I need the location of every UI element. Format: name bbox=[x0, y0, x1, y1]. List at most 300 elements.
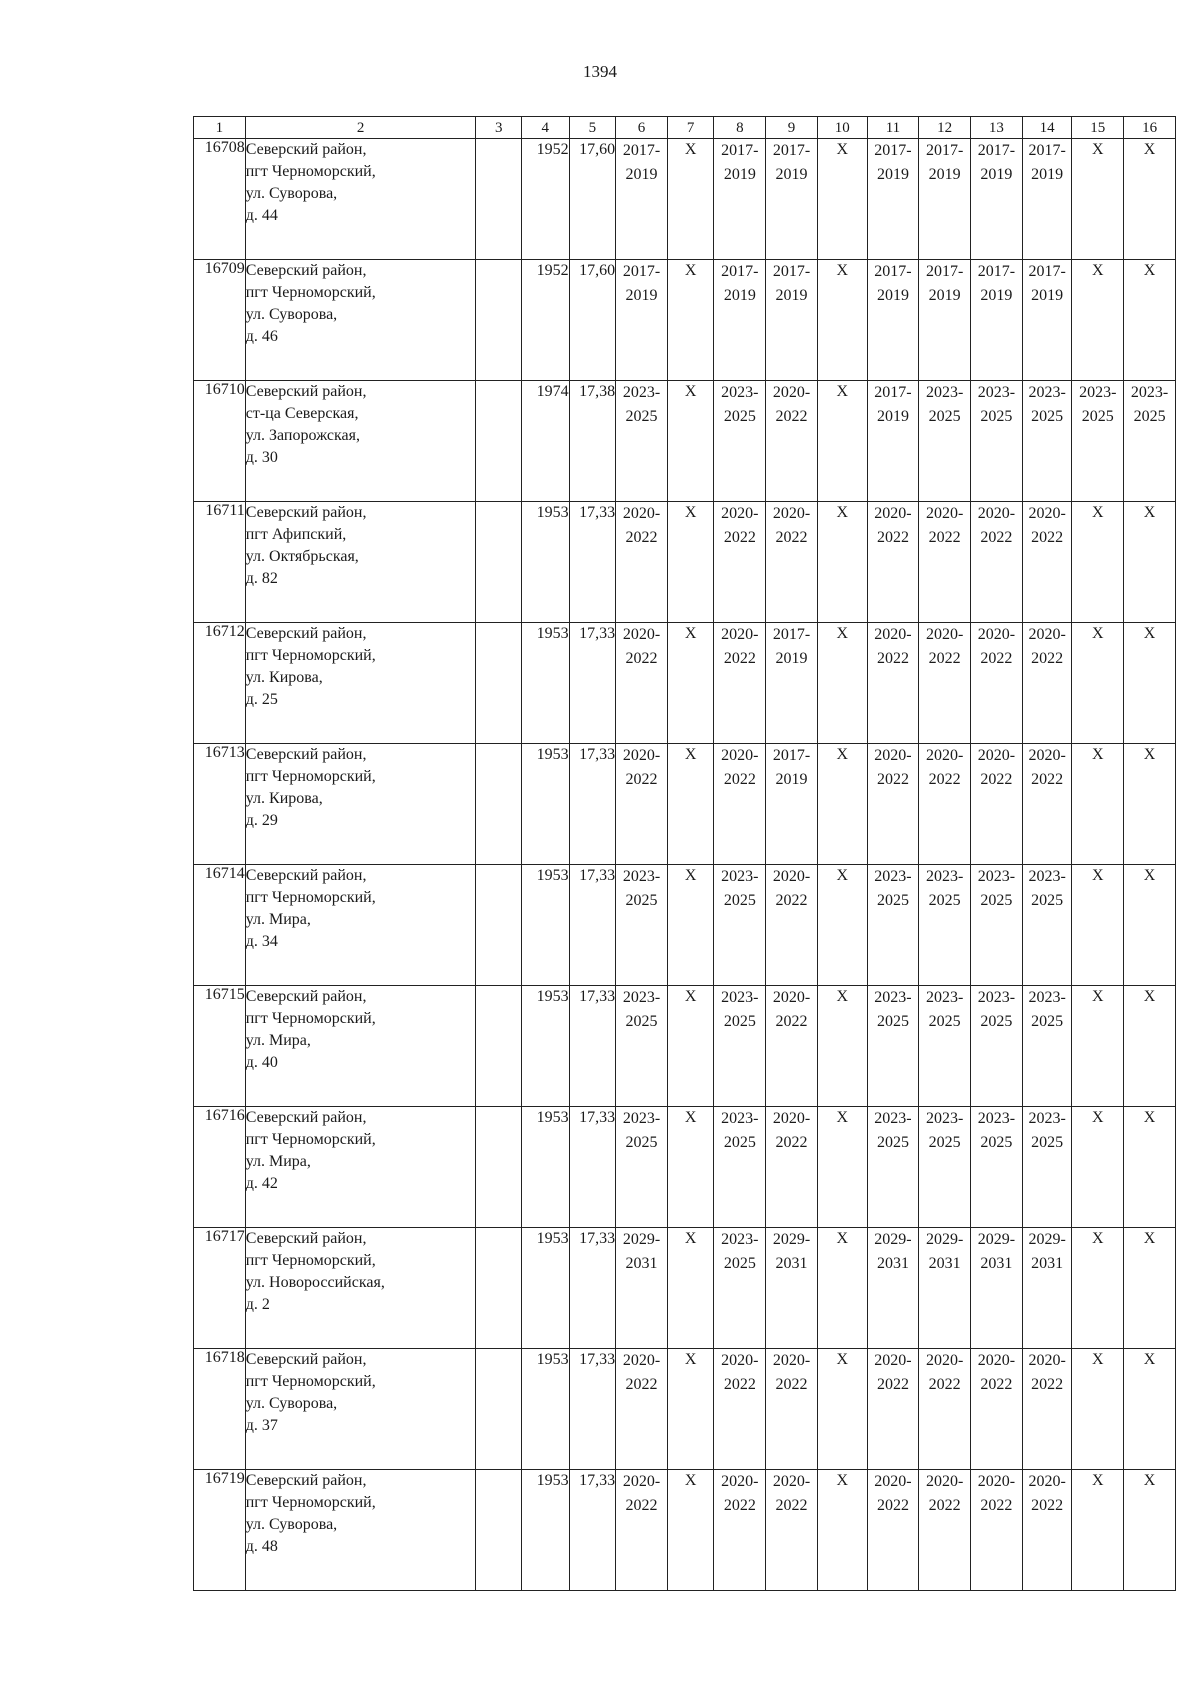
column-6-cell bbox=[616, 260, 668, 381]
address-line: ул. Суворова, bbox=[245, 185, 338, 202]
period-end: 2022 bbox=[775, 892, 808, 909]
column-header-10: 10 bbox=[817, 117, 867, 139]
value-cell: 17,33 bbox=[569, 1107, 616, 1228]
address-line: Северский район, bbox=[245, 867, 367, 884]
column-6-cell bbox=[616, 623, 668, 744]
column-10-cell: X bbox=[817, 1228, 867, 1349]
column-8-cell bbox=[714, 1228, 766, 1349]
period-end: 2019 bbox=[625, 166, 658, 183]
address-line: Северский район, bbox=[245, 988, 367, 1005]
column-12-cell bbox=[919, 986, 971, 1107]
column-3-cell bbox=[476, 623, 522, 744]
period-end: 2022 bbox=[876, 771, 909, 788]
period-start: 2020- bbox=[622, 626, 661, 643]
period-start: 2023- bbox=[926, 868, 964, 885]
year-cell: 1953 bbox=[522, 1228, 570, 1349]
year-cell: 1953 bbox=[522, 1349, 570, 1470]
column-14-cell bbox=[1022, 744, 1072, 865]
period-end: 2022 bbox=[723, 1497, 756, 1514]
period-end: 2025 bbox=[928, 1134, 961, 1151]
address-cell bbox=[245, 623, 476, 744]
address-cell bbox=[245, 260, 476, 381]
period-end: 2022 bbox=[625, 650, 658, 667]
period-end: 2025 bbox=[1133, 408, 1166, 425]
column-7-cell: X bbox=[667, 1107, 714, 1228]
period-end: 2022 bbox=[876, 529, 909, 546]
year-cell: 1953 bbox=[522, 744, 570, 865]
period-start: 2017- bbox=[772, 142, 811, 159]
period-start: 2029- bbox=[977, 1231, 1016, 1248]
period-end: 2025 bbox=[723, 1255, 756, 1272]
column-7-cell: X bbox=[667, 1228, 714, 1349]
period-start: 2023- bbox=[977, 1110, 1016, 1127]
value-cell: 17,33 bbox=[569, 502, 616, 623]
period-start: 2023- bbox=[622, 384, 661, 401]
value-cell: 17,60 bbox=[569, 260, 616, 381]
address-line: д. 44 bbox=[245, 207, 278, 224]
address-line: Северский район, bbox=[245, 1230, 367, 1247]
column-10-cell: X bbox=[817, 744, 867, 865]
column-header-13: 13 bbox=[971, 117, 1023, 139]
column-14-cell bbox=[1022, 623, 1072, 744]
row-number: 16709 bbox=[194, 260, 246, 381]
column-11-cell bbox=[867, 623, 919, 744]
column-16-cell: X bbox=[1124, 260, 1176, 381]
period-end: 2025 bbox=[625, 892, 658, 909]
column-header-8: 8 bbox=[714, 117, 766, 139]
year-cell: 1952 bbox=[522, 260, 570, 381]
period-start: 2020- bbox=[622, 505, 661, 522]
period-start: 2017- bbox=[1028, 142, 1066, 159]
period-end: 2022 bbox=[1031, 650, 1064, 667]
period-start: 2023- bbox=[874, 1110, 912, 1127]
address-line: пгт Черноморский, bbox=[245, 1010, 376, 1027]
period-start: 2023- bbox=[622, 1110, 661, 1127]
column-15-cell: X bbox=[1072, 986, 1124, 1107]
address-line: Северский район, bbox=[245, 746, 367, 763]
period-end: 2025 bbox=[1031, 1013, 1064, 1030]
period-start: 2017- bbox=[874, 384, 912, 401]
column-10-cell: X bbox=[817, 865, 867, 986]
column-15-cell: X bbox=[1072, 623, 1124, 744]
period-start: 2020- bbox=[1028, 1473, 1066, 1490]
period-start: 2017- bbox=[874, 142, 912, 159]
table-row bbox=[194, 623, 1176, 744]
column-6-cell bbox=[616, 986, 668, 1107]
column-14-cell bbox=[1022, 502, 1072, 623]
column-7-cell: X bbox=[667, 502, 714, 623]
row-number: 16719 bbox=[194, 1470, 246, 1591]
column-14-cell bbox=[1022, 1349, 1072, 1470]
table-row bbox=[194, 1349, 1176, 1470]
column-10-cell: X bbox=[817, 986, 867, 1107]
address-line: ул. Мира, bbox=[245, 1032, 311, 1049]
column-12-cell bbox=[919, 502, 971, 623]
column-3-cell bbox=[476, 260, 522, 381]
column-9-cell bbox=[766, 1228, 818, 1349]
period-end: 2025 bbox=[928, 892, 961, 909]
period-end: 2022 bbox=[775, 1134, 808, 1151]
period-end: 2025 bbox=[980, 408, 1013, 425]
column-16-cell: X bbox=[1124, 1228, 1176, 1349]
value-cell: 17,38 bbox=[569, 381, 616, 502]
column-7-cell: X bbox=[667, 1470, 714, 1591]
column-9-cell bbox=[766, 865, 818, 986]
column-12-cell bbox=[919, 744, 971, 865]
column-12-cell bbox=[919, 623, 971, 744]
column-10-cell: X bbox=[817, 381, 867, 502]
period-start: 2020- bbox=[772, 868, 811, 885]
column-9-cell bbox=[766, 986, 818, 1107]
period-end: 2022 bbox=[723, 1376, 756, 1393]
column-header-3: 3 bbox=[476, 117, 522, 139]
table-row bbox=[194, 1228, 1176, 1349]
column-header-16: 16 bbox=[1124, 117, 1176, 139]
period-start: 2029- bbox=[1028, 1231, 1066, 1248]
column-14-cell bbox=[1022, 139, 1072, 260]
address-line: Северский район, bbox=[245, 1351, 367, 1368]
column-15-cell: X bbox=[1072, 1107, 1124, 1228]
column-8-cell bbox=[714, 1349, 766, 1470]
period-start: 2017- bbox=[926, 263, 964, 280]
period-start: 2020- bbox=[772, 1110, 811, 1127]
column-8-cell bbox=[714, 865, 766, 986]
column-14-cell bbox=[1022, 260, 1072, 381]
column-6-cell bbox=[616, 1107, 668, 1228]
period-start: 2020- bbox=[721, 747, 759, 764]
period-start: 2017- bbox=[622, 142, 661, 159]
column-14-cell bbox=[1022, 986, 1072, 1107]
period-start: 2029- bbox=[622, 1231, 661, 1248]
period-end: 2022 bbox=[1031, 529, 1064, 546]
row-number: 16712 bbox=[194, 623, 246, 744]
period-end: 2019 bbox=[625, 287, 658, 304]
period-start: 2020- bbox=[772, 989, 811, 1006]
table-row bbox=[194, 260, 1176, 381]
period-end: 2022 bbox=[1031, 1497, 1064, 1514]
period-start: 2020- bbox=[772, 505, 811, 522]
period-start: 2017- bbox=[1028, 263, 1066, 280]
address-line: д. 2 bbox=[245, 1296, 270, 1313]
value-cell: 17,33 bbox=[569, 986, 616, 1107]
period-end: 2031 bbox=[980, 1255, 1013, 1272]
period-start: 2023- bbox=[926, 989, 964, 1006]
column-11-cell bbox=[867, 502, 919, 623]
address-cell bbox=[245, 1349, 476, 1470]
period-start: 2017- bbox=[721, 263, 759, 280]
period-end: 2019 bbox=[775, 166, 808, 183]
table-row bbox=[194, 865, 1176, 986]
period-end: 2019 bbox=[928, 166, 961, 183]
period-end: 2025 bbox=[625, 1134, 658, 1151]
period-end: 2025 bbox=[625, 1013, 658, 1030]
period-end: 2025 bbox=[1081, 408, 1114, 425]
period-start: 2023- bbox=[622, 868, 661, 885]
column-header-11: 11 bbox=[867, 117, 919, 139]
column-9-cell bbox=[766, 1349, 818, 1470]
column-10-cell: X bbox=[817, 623, 867, 744]
period-start: 2017- bbox=[772, 747, 811, 764]
period-end: 2025 bbox=[723, 1134, 756, 1151]
column-header-9: 9 bbox=[766, 117, 818, 139]
row-number: 16718 bbox=[194, 1349, 246, 1470]
column-9-cell bbox=[766, 744, 818, 865]
column-header-12: 12 bbox=[919, 117, 971, 139]
column-10-cell: X bbox=[817, 1107, 867, 1228]
year-cell: 1974 bbox=[522, 381, 570, 502]
period-end: 2019 bbox=[775, 771, 808, 788]
period-end: 2025 bbox=[980, 1134, 1013, 1151]
column-header-4: 4 bbox=[522, 117, 570, 139]
column-11-cell bbox=[867, 139, 919, 260]
period-end: 2025 bbox=[980, 1013, 1013, 1030]
period-start: 2020- bbox=[977, 1352, 1016, 1369]
period-start: 2020- bbox=[721, 505, 759, 522]
column-13-cell bbox=[971, 1349, 1023, 1470]
column-12-cell bbox=[919, 1349, 971, 1470]
value-cell: 17,33 bbox=[569, 865, 616, 986]
column-3-cell bbox=[476, 1228, 522, 1349]
column-15-cell: X bbox=[1072, 1470, 1124, 1591]
period-start: 2023- bbox=[1028, 989, 1066, 1006]
period-end: 2025 bbox=[723, 1013, 756, 1030]
column-14-cell bbox=[1022, 865, 1072, 986]
period-end: 2022 bbox=[876, 1497, 909, 1514]
table-row bbox=[194, 381, 1176, 502]
column-6-cell bbox=[616, 744, 668, 865]
address-line: ул. Мира, bbox=[245, 1153, 311, 1170]
column-16-cell: X bbox=[1124, 744, 1176, 865]
column-13-cell bbox=[971, 1107, 1023, 1228]
period-end: 2022 bbox=[928, 529, 961, 546]
column-header-2: 2 bbox=[245, 117, 476, 139]
address-line: д. 40 bbox=[245, 1054, 278, 1071]
column-6-cell bbox=[616, 1349, 668, 1470]
column-header-6: 6 bbox=[616, 117, 668, 139]
column-12-cell bbox=[919, 1228, 971, 1349]
period-end: 2022 bbox=[980, 529, 1013, 546]
period-start: 2029- bbox=[874, 1231, 912, 1248]
period-end: 2019 bbox=[980, 287, 1013, 304]
period-end: 2022 bbox=[625, 529, 658, 546]
period-end: 2022 bbox=[928, 1376, 961, 1393]
address-line: ул. Мира, bbox=[245, 911, 311, 928]
column-12-cell bbox=[919, 260, 971, 381]
period-end: 2022 bbox=[1031, 1376, 1064, 1393]
period-end: 2022 bbox=[775, 1497, 808, 1514]
table-row bbox=[194, 1470, 1176, 1591]
column-8-cell bbox=[714, 623, 766, 744]
address-cell bbox=[245, 986, 476, 1107]
period-end: 2025 bbox=[876, 892, 909, 909]
column-13-cell bbox=[971, 1470, 1023, 1591]
period-end: 2019 bbox=[775, 650, 808, 667]
period-end: 2022 bbox=[980, 1497, 1013, 1514]
column-13-cell bbox=[971, 1228, 1023, 1349]
column-11-cell bbox=[867, 260, 919, 381]
address-cell bbox=[245, 1228, 476, 1349]
period-end: 2022 bbox=[928, 771, 961, 788]
period-end: 2025 bbox=[980, 892, 1013, 909]
address-line: ст-ца Северская, bbox=[245, 405, 359, 422]
period-end: 2019 bbox=[1031, 166, 1064, 183]
year-cell: 1953 bbox=[522, 986, 570, 1107]
period-end: 2031 bbox=[876, 1255, 909, 1272]
column-header-15: 15 bbox=[1072, 117, 1124, 139]
address-line: д. 34 bbox=[245, 933, 278, 950]
period-start: 2029- bbox=[926, 1231, 964, 1248]
address-line: д. 48 bbox=[245, 1538, 278, 1555]
row-number: 16711 bbox=[194, 502, 246, 623]
address-line: Северский район, bbox=[245, 262, 367, 279]
address-line: пгт Афипский, bbox=[245, 526, 347, 543]
period-start: 2023- bbox=[977, 868, 1016, 885]
period-end: 2019 bbox=[1031, 287, 1064, 304]
period-start: 2020- bbox=[977, 626, 1016, 643]
period-end: 2019 bbox=[876, 408, 909, 425]
period-start: 2020- bbox=[926, 1352, 964, 1369]
column-10-cell: X bbox=[817, 1470, 867, 1591]
period-start: 2017- bbox=[772, 626, 811, 643]
column-9-cell bbox=[766, 1470, 818, 1591]
period-start: 2023- bbox=[1028, 868, 1066, 885]
column-16-cell: X bbox=[1124, 1470, 1176, 1591]
period-start: 2017- bbox=[977, 142, 1016, 159]
period-end: 2031 bbox=[928, 1255, 961, 1272]
period-start: 2023- bbox=[977, 384, 1016, 401]
header-row bbox=[194, 117, 1176, 139]
row-number: 16708 bbox=[194, 139, 246, 260]
address-line: ул. Кирова, bbox=[245, 790, 323, 807]
period-end: 2031 bbox=[775, 1255, 808, 1272]
period-start: 2020- bbox=[1028, 626, 1066, 643]
column-3-cell bbox=[476, 1470, 522, 1591]
column-15-cell: X bbox=[1072, 139, 1124, 260]
column-13-cell bbox=[971, 502, 1023, 623]
address-line: ул. Суворова, bbox=[245, 306, 338, 323]
column-3-cell bbox=[476, 1349, 522, 1470]
column-7-cell: X bbox=[667, 744, 714, 865]
period-start: 2023- bbox=[977, 989, 1016, 1006]
address-cell bbox=[245, 1107, 476, 1228]
column-10-cell: X bbox=[817, 139, 867, 260]
period-end: 2019 bbox=[775, 287, 808, 304]
column-header-7: 7 bbox=[667, 117, 714, 139]
period-start: 2020- bbox=[772, 384, 811, 401]
period-start: 2023- bbox=[721, 1110, 759, 1127]
column-13-cell bbox=[971, 865, 1023, 986]
period-end: 2025 bbox=[723, 408, 756, 425]
period-end: 2022 bbox=[980, 771, 1013, 788]
address-line: д. 25 bbox=[245, 691, 278, 708]
address-cell bbox=[245, 502, 476, 623]
period-end: 2025 bbox=[928, 408, 961, 425]
value-cell: 17,33 bbox=[569, 623, 616, 744]
column-7-cell: X bbox=[667, 381, 714, 502]
year-cell: 1952 bbox=[522, 139, 570, 260]
period-start: 2020- bbox=[721, 626, 759, 643]
column-6-cell bbox=[616, 381, 668, 502]
address-line: ул. Новороссийская, bbox=[245, 1274, 385, 1291]
year-cell: 1953 bbox=[522, 502, 570, 623]
table-row bbox=[194, 1107, 1176, 1228]
column-10-cell: X bbox=[817, 502, 867, 623]
column-3-cell bbox=[476, 865, 522, 986]
column-8-cell bbox=[714, 1470, 766, 1591]
period-start: 2023- bbox=[1028, 1110, 1066, 1127]
period-end: 2025 bbox=[876, 1013, 909, 1030]
period-start: 2017- bbox=[874, 263, 912, 280]
period-start: 2017- bbox=[977, 263, 1016, 280]
period-start: 2020- bbox=[622, 1473, 661, 1490]
period-start: 2020- bbox=[874, 626, 912, 643]
row-number: 16716 bbox=[194, 1107, 246, 1228]
period-start: 2020- bbox=[772, 1352, 811, 1369]
column-15-cell: X bbox=[1072, 260, 1124, 381]
table-row bbox=[194, 744, 1176, 865]
address-line: ул. Суворова, bbox=[245, 1516, 338, 1533]
column-11-cell bbox=[867, 986, 919, 1107]
column-16-cell: X bbox=[1124, 1107, 1176, 1228]
registry-table bbox=[193, 116, 1176, 1591]
column-11-cell bbox=[867, 865, 919, 986]
period-start: 2023- bbox=[1028, 384, 1066, 401]
table-row bbox=[194, 502, 1176, 623]
page-number: 1394 bbox=[583, 62, 617, 81]
column-13-cell bbox=[971, 623, 1023, 744]
value-cell: 17,60 bbox=[569, 139, 616, 260]
column-13-cell bbox=[971, 986, 1023, 1107]
column-14-cell bbox=[1022, 1470, 1072, 1591]
period-start: 2017- bbox=[622, 263, 661, 280]
value-cell: 17,33 bbox=[569, 1470, 616, 1591]
period-end: 2022 bbox=[775, 1013, 808, 1030]
address-cell bbox=[245, 744, 476, 865]
column-15-cell: X bbox=[1072, 744, 1124, 865]
column-16-cell: X bbox=[1124, 1349, 1176, 1470]
period-start: 2020- bbox=[874, 1352, 912, 1369]
address-line: д. 37 bbox=[245, 1417, 278, 1434]
column-16-cell: X bbox=[1124, 986, 1176, 1107]
column-3-cell bbox=[476, 1107, 522, 1228]
table-body bbox=[194, 139, 1176, 1591]
address-line: пгт Черноморский, bbox=[245, 889, 376, 906]
period-start: 2023- bbox=[926, 1110, 964, 1127]
column-13-cell bbox=[971, 381, 1023, 502]
value-cell: 17,33 bbox=[569, 1349, 616, 1470]
column-8-cell bbox=[714, 381, 766, 502]
address-line: пгт Черноморский, bbox=[245, 647, 376, 664]
period-start: 2020- bbox=[977, 1473, 1016, 1490]
period-start: 2023- bbox=[1079, 384, 1117, 401]
period-end: 2022 bbox=[1031, 771, 1064, 788]
address-line: д. 42 bbox=[245, 1175, 278, 1192]
row-number: 16717 bbox=[194, 1228, 246, 1349]
column-3-cell bbox=[476, 502, 522, 623]
row-number: 16710 bbox=[194, 381, 246, 502]
period-start: 2020- bbox=[874, 1473, 912, 1490]
address-cell bbox=[245, 381, 476, 502]
period-start: 2017- bbox=[926, 142, 964, 159]
column-12-cell bbox=[919, 1107, 971, 1228]
period-end: 2019 bbox=[876, 287, 909, 304]
period-start: 2023- bbox=[1130, 384, 1169, 401]
column-10-cell: X bbox=[817, 1349, 867, 1470]
column-13-cell bbox=[971, 139, 1023, 260]
period-end: 2025 bbox=[1031, 892, 1064, 909]
address-line: пгт Черноморский, bbox=[245, 1373, 376, 1390]
period-start: 2020- bbox=[977, 505, 1016, 522]
